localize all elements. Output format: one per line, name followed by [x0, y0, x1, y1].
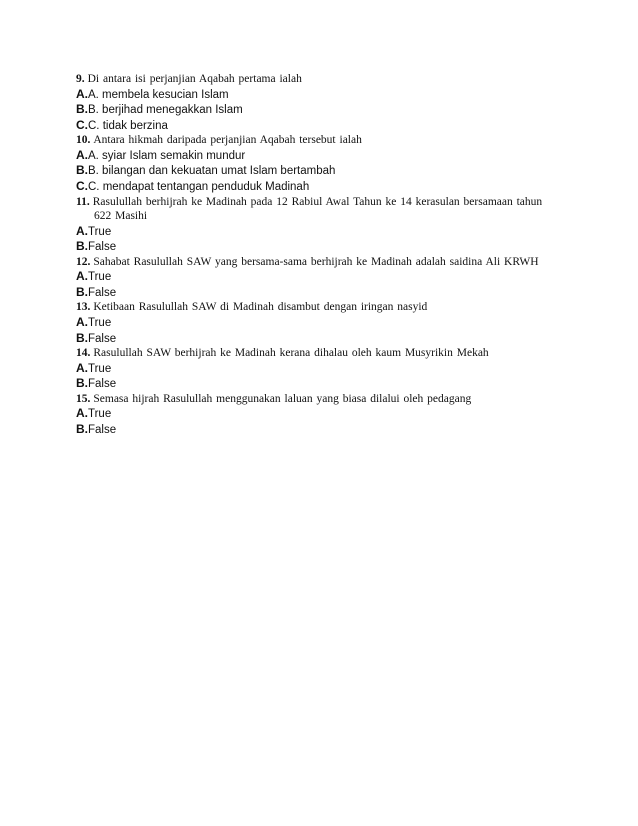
question-block [76, 255, 556, 301]
question-number: 12. [76, 255, 91, 268]
question-text [76, 255, 556, 270]
option-letter: B. [76, 376, 88, 391]
option-letter: B. [76, 421, 88, 436]
option-letter: B. [76, 330, 88, 345]
option-label: C. mendapat tentangan penduduk Madinah [88, 180, 310, 193]
option-letter: A. [76, 86, 88, 101]
answer-option[interactable] [76, 315, 556, 331]
answer-option[interactable] [76, 102, 556, 118]
option-label: True [88, 225, 112, 238]
question-label: Di antara isi perjanjian Aqabah pertama ialah [87, 73, 302, 85]
option-label: False [88, 286, 117, 299]
answer-option[interactable] [76, 118, 556, 134]
answer-option[interactable] [76, 148, 556, 164]
question-number: 11. [76, 195, 90, 208]
option-label: True [88, 316, 112, 329]
question-number: 13. [76, 301, 91, 314]
option-letter: A. [76, 360, 88, 375]
question-block [76, 346, 556, 392]
option-label: C. tidak berzina [88, 119, 168, 132]
question-block [76, 392, 556, 438]
question-number: 15. [76, 392, 91, 405]
option-label: A. membela kesucian Islam [88, 88, 229, 101]
question-label: Ketibaan Rasulullah SAW di Madinah disambut dengan iringan nasyid [93, 301, 428, 314]
answer-option[interactable] [76, 163, 556, 179]
option-letter: B. [76, 239, 88, 254]
option-letter: B. [76, 102, 88, 117]
option-letter: A. [76, 147, 88, 162]
option-label: False [88, 378, 117, 391]
answer-option[interactable] [76, 224, 556, 240]
question-text [76, 133, 556, 148]
question-number: 9. [76, 73, 85, 85]
answer-option[interactable] [76, 285, 556, 301]
answer-option[interactable] [76, 376, 556, 392]
question-text [76, 72, 556, 87]
question-text [76, 300, 556, 315]
question-label: Semasa hijrah Rasulullah menggunakan laluan yang biasa dilalui oleh pedagang [93, 392, 472, 405]
question-label: Antara hikmah daripada perjanjian Aqabah tersebut ialah [93, 134, 362, 147]
option-letter: A. [76, 314, 88, 329]
option-letter: A. [76, 269, 88, 284]
option-letter: B. [76, 163, 88, 178]
answer-option[interactable] [76, 87, 556, 103]
answer-option[interactable] [76, 239, 556, 255]
question-label: Rasulullah berhijrah ke Madinah pada 12 Rabiul Awal Tahun ke 14 kerasulan bersamaan tahun 622 Masihi [92, 195, 543, 223]
option-label: True [88, 408, 112, 421]
question-text [76, 392, 556, 407]
answer-option[interactable] [76, 269, 556, 285]
question-label: Rasulullah SAW berhijrah ke Madinah kerana dihalau oleh kaum Musyrikin Mekah [93, 347, 489, 360]
option-letter: A. [76, 223, 88, 238]
answer-option[interactable] [76, 422, 556, 438]
option-letter: C. [76, 178, 88, 193]
quiz-content [76, 72, 556, 438]
option-letter: B. [76, 284, 88, 299]
answer-option[interactable] [76, 331, 556, 347]
option-letter: C. [76, 117, 88, 132]
question-text [76, 195, 556, 224]
option-letter: A. [76, 406, 88, 421]
option-label: True [88, 362, 112, 375]
option-label: False [88, 241, 117, 254]
question-text [76, 346, 556, 361]
question-block [76, 133, 556, 194]
option-label: False [88, 332, 117, 345]
question-block [76, 195, 556, 255]
answer-option[interactable] [76, 406, 556, 422]
option-label: False [88, 423, 117, 436]
question-block [76, 72, 556, 133]
option-label: B. berjihad menegakkan Islam [88, 104, 243, 117]
question-block [76, 300, 556, 346]
answer-option[interactable] [76, 361, 556, 377]
question-label: Sahabat Rasulullah SAW yang bersama-sama berhijrah ke Madinah adalah saidina Ali KRWH [93, 255, 539, 268]
option-label: A. syiar Islam semakin mundur [88, 149, 246, 162]
option-label: True [88, 271, 112, 284]
answer-option[interactable] [76, 179, 556, 195]
question-number: 10. [76, 134, 91, 147]
option-label: B. bilangan dan kekuatan umat Islam bertambah [88, 165, 336, 178]
question-number: 14. [76, 347, 91, 360]
